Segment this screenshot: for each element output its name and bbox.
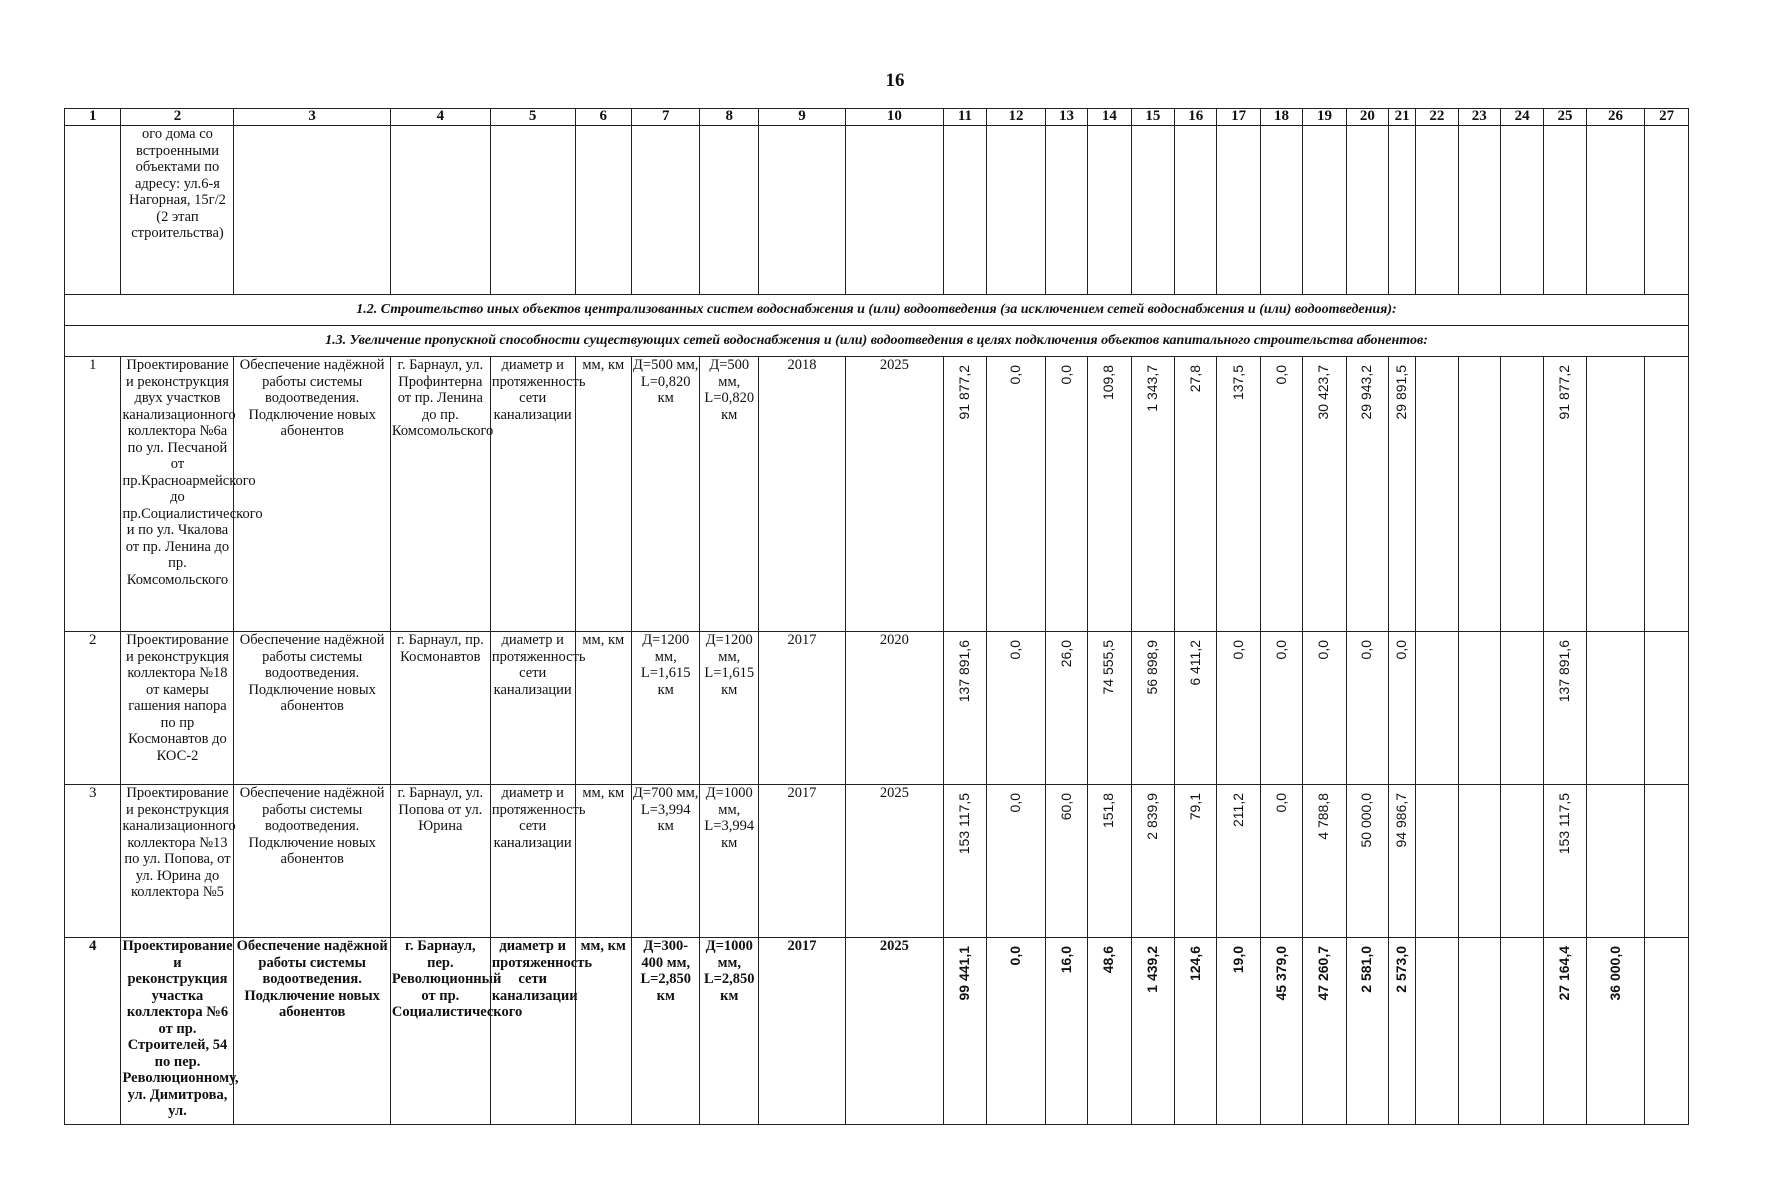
cost-value-cell <box>1175 632 1217 785</box>
empty-cell <box>490 126 575 295</box>
empty-cell <box>1346 126 1388 295</box>
cost-value-cell <box>1544 632 1586 785</box>
empty-cell <box>1131 126 1174 295</box>
cost-value-cell <box>1217 785 1260 938</box>
cost-value-cell <box>1586 938 1645 1125</box>
cost-value: 27,8 <box>1186 365 1203 393</box>
cost-value: 151,8 <box>1100 793 1117 829</box>
cost-value: 27 164,4 <box>1556 946 1573 1001</box>
end-year-cell: 2025 <box>845 357 943 632</box>
purpose-cell: Обеспечение надёжной работы системы водоотведения. Подключение новых абонентов <box>234 785 390 938</box>
value-before-cell: Д=300-400 мм, L=2,850 км <box>632 938 700 1125</box>
empty-cell <box>845 126 943 295</box>
start-year-cell: 2017 <box>759 785 846 938</box>
end-year-cell: 2020 <box>845 632 943 785</box>
cost-value-cell <box>1645 357 1689 632</box>
empty-cell <box>1217 126 1260 295</box>
cost-value-cell <box>1416 785 1458 938</box>
cost-value: 0,0 <box>1315 640 1332 660</box>
cost-value-cell <box>1645 632 1689 785</box>
parameter-cell: диаметр и протяженность сети канализации <box>490 938 575 1125</box>
investment-program-table <box>64 108 1689 1125</box>
row-number-cell: 1 <box>65 357 121 632</box>
header-cell: 2 <box>121 109 234 126</box>
cost-value-cell <box>1458 632 1500 785</box>
header-cell: 19 <box>1303 109 1346 126</box>
cost-value-cell <box>1645 785 1689 938</box>
header-cell: 15 <box>1131 109 1174 126</box>
header-cell: 18 <box>1260 109 1302 126</box>
row-number-cell: 3 <box>65 785 121 938</box>
table-row <box>65 938 1689 1125</box>
cost-value-cell <box>1217 357 1260 632</box>
empty-cell <box>1416 126 1458 295</box>
value-after-cell: Д=1000 мм, L=3,994 км <box>700 785 759 938</box>
cost-value-cell <box>1500 632 1543 785</box>
cost-value: 94 986,7 <box>1393 793 1410 848</box>
empty-cell <box>759 126 846 295</box>
header-cell: 23 <box>1458 109 1500 126</box>
header-cell: 6 <box>575 109 631 126</box>
cost-value-cell <box>1346 938 1388 1125</box>
cost-value-cell <box>1346 785 1388 938</box>
cost-value-cell <box>1131 938 1174 1125</box>
cost-value-cell <box>1175 938 1217 1125</box>
empty-cell <box>1458 126 1500 295</box>
cost-value: 0,0 <box>1229 640 1246 660</box>
location-cell: г. Барнаул, пр. Космонавтов <box>390 632 490 785</box>
start-year-cell: 2017 <box>759 632 846 785</box>
cost-value-cell <box>987 632 1046 785</box>
unit-cell: мм, км <box>575 632 631 785</box>
header-cell: 1 <box>65 109 121 126</box>
cost-value: 109,8 <box>1100 365 1117 401</box>
value-before-cell: Д=700 мм, L=3,994 км <box>632 785 700 938</box>
cost-value: 124,6 <box>1186 946 1203 982</box>
cost-value-cell <box>1217 632 1260 785</box>
cost-value: 137 891,6 <box>955 640 972 703</box>
cost-value-cell <box>1346 357 1388 632</box>
empty-cell <box>1303 126 1346 295</box>
empty-cell <box>234 126 390 295</box>
cost-value: 137 891,6 <box>1556 640 1573 703</box>
cost-value-cell <box>1088 632 1131 785</box>
cost-value: 0,0 <box>1272 793 1289 813</box>
location-cell: г. Барнаул, ул. Попова от ул. Юрина <box>390 785 490 938</box>
purpose-cell: Обеспечение надёжной работы системы водоотведения. Подключение новых абонентов <box>234 357 390 632</box>
cost-value-cell <box>1500 938 1543 1125</box>
cost-value-cell <box>943 785 986 938</box>
section-heading-row <box>65 295 1689 326</box>
cost-value-cell <box>1175 357 1217 632</box>
cost-value: 30 423,7 <box>1315 365 1332 420</box>
cost-value: 211,2 <box>1229 793 1246 827</box>
object-name-cell: Проектирование и реконструкция канализационного коллектора №13 по ул. Попова, от ул. Юрина до коллектора №5 <box>121 785 234 938</box>
value-after-cell: Д=1200 мм, L=1,615 км <box>700 632 759 785</box>
start-year-cell: 2018 <box>759 357 846 632</box>
header-cell: 14 <box>1088 109 1131 126</box>
cost-value-cell <box>1544 785 1586 938</box>
cost-value: 2 573,0 <box>1393 946 1410 993</box>
cost-value-cell <box>1045 357 1087 632</box>
empty-cell <box>1500 126 1543 295</box>
cost-value: 4 788,8 <box>1315 793 1332 840</box>
empty-cell <box>1389 126 1416 295</box>
cost-value-cell <box>1416 632 1458 785</box>
cost-value: 2 581,0 <box>1358 946 1375 993</box>
cost-value-cell <box>1346 632 1388 785</box>
cost-value: 60,0 <box>1057 793 1074 821</box>
cost-value-cell <box>1175 785 1217 938</box>
cost-value-cell <box>1645 938 1689 1125</box>
cost-value-cell <box>1131 357 1174 632</box>
header-cell: 8 <box>700 109 759 126</box>
cost-value-cell <box>1458 938 1500 1125</box>
parameter-cell: диаметр и протяженность сети канализации <box>490 785 575 938</box>
cost-value: 45 379,0 <box>1272 946 1289 1001</box>
empty-cell <box>1544 126 1586 295</box>
object-name-cell: Проектирование и реконструкция двух участков канализационного коллектора №6а по ул. Песчаной от пр.Красноармейского до пр.Социалистического и по ул. Чкалова от пр. Ленина до пр. Комсомольского <box>121 357 234 632</box>
cost-value-cell <box>1389 632 1416 785</box>
empty-cell <box>1260 126 1302 295</box>
unit-cell: мм, км <box>575 938 631 1125</box>
cost-value-cell <box>1260 785 1302 938</box>
location-cell: г. Барнаул, пер. Революционный от пр. Социалистического <box>390 938 490 1125</box>
cost-value: 99 441,1 <box>955 946 972 1001</box>
table-row <box>65 632 1689 785</box>
cost-value: 47 260,7 <box>1315 946 1332 1001</box>
cost-value-cell <box>943 938 986 1125</box>
cost-value-cell <box>1303 785 1346 938</box>
value-before-cell: Д=500 мм, L=0,820 км <box>632 357 700 632</box>
section-heading-row <box>65 326 1689 357</box>
table-row <box>65 357 1689 632</box>
unit-cell: мм, км <box>575 357 631 632</box>
empty-cell <box>1045 126 1087 295</box>
empty-cell <box>390 126 490 295</box>
cost-value-cell <box>1389 357 1416 632</box>
cost-value: 91 877,2 <box>955 365 972 420</box>
header-cell: 20 <box>1346 109 1388 126</box>
cost-value: 153 117,5 <box>955 793 972 855</box>
header-cell: 12 <box>987 109 1046 126</box>
cost-value-cell <box>1500 785 1543 938</box>
empty-cell <box>1586 126 1645 295</box>
header-cell: 3 <box>234 109 390 126</box>
header-cell: 10 <box>845 109 943 126</box>
cost-value-cell <box>1303 938 1346 1125</box>
unit-cell: мм, км <box>575 785 631 938</box>
cost-value: 0,0 <box>1007 793 1024 813</box>
object-name-cell: Проектирование и реконструкция участка коллектора №6 от пр. Строителей, 54 по пер. Революционному, ул. Димитрова, ул. <box>121 938 234 1125</box>
cost-value-cell <box>987 938 1046 1125</box>
cost-value: 29 891,5 <box>1393 365 1410 420</box>
empty-cell <box>943 126 986 295</box>
cost-value-cell <box>987 357 1046 632</box>
header-cell: 21 <box>1389 109 1416 126</box>
empty-cell <box>987 126 1046 295</box>
purpose-cell: Обеспечение надёжной работы системы водоотведения. Подключение новых абонентов <box>234 938 390 1125</box>
section-heading: 1.3. Увеличение пропускной способности существующих сетей водоснабжения и (или) водоотведения в целях подключения объектов капитального строительства абонентов: <box>65 326 1689 357</box>
value-after-cell: Д=1000 мм, L=2,850 км <box>700 938 759 1125</box>
cost-value: 0,0 <box>1007 365 1024 385</box>
empty-cell <box>1175 126 1217 295</box>
cost-value: 153 117,5 <box>1556 793 1573 855</box>
cost-value: 16,0 <box>1057 946 1074 974</box>
cost-value-cell <box>1586 785 1645 938</box>
cost-value-cell <box>1586 357 1645 632</box>
empty-cell <box>1645 126 1689 295</box>
page-number: 16 <box>885 70 905 91</box>
header-cell: 9 <box>759 109 846 126</box>
cost-value-cell <box>1389 785 1416 938</box>
header-cell: 24 <box>1500 109 1543 126</box>
cost-value: 48,6 <box>1100 946 1117 974</box>
cost-value-cell <box>1303 632 1346 785</box>
location-cell: г. Барнаул, ул. Профинтерна от пр. Ленина до пр. Комсомольского <box>390 357 490 632</box>
end-year-cell: 2025 <box>845 938 943 1125</box>
end-year-cell: 2025 <box>845 785 943 938</box>
cost-value-cell <box>1416 938 1458 1125</box>
header-cell: 16 <box>1175 109 1217 126</box>
cost-value-cell <box>943 357 986 632</box>
cost-value: 0,0 <box>1393 640 1410 660</box>
parameter-cell: диаметр и протяженность сети канализации <box>490 632 575 785</box>
empty-cell <box>575 126 631 295</box>
cost-value: 91 877,2 <box>1556 365 1573 420</box>
value-after-cell: Д=500 мм, L=0,820 км <box>700 357 759 632</box>
cost-value-cell <box>1088 357 1131 632</box>
header-cell: 27 <box>1645 109 1689 126</box>
cost-value: 137,5 <box>1229 365 1246 401</box>
cost-value-cell <box>1500 357 1543 632</box>
cost-value-cell <box>1260 938 1302 1125</box>
cost-value: 36 000,0 <box>1606 946 1623 1001</box>
cost-value-cell <box>1389 938 1416 1125</box>
object-name-cell: ого дома со встроенными объектами по адресу: ул.6-я Нагорная, 15г/2 (2 этап строительства) <box>121 126 234 295</box>
cost-value: 74 555,5 <box>1100 640 1117 695</box>
empty-cell <box>1088 126 1131 295</box>
cost-value-cell <box>1544 357 1586 632</box>
parameter-cell: диаметр и протяженность сети канализации <box>490 357 575 632</box>
cost-value: 29 943,2 <box>1358 365 1375 420</box>
cost-value: 0,0 <box>1007 946 1024 966</box>
header-cell: 22 <box>1416 109 1458 126</box>
row-number-cell: 2 <box>65 632 121 785</box>
section-heading: 1.2. Строительство иных объектов централизованных систем водоснабжения и (или) водоотведения (за исключением сетей водоснабжения и (или) водоотведения): <box>65 295 1689 326</box>
row-number-cell: 4 <box>65 938 121 1125</box>
cost-value-cell <box>1260 357 1302 632</box>
cost-value-cell <box>1458 357 1500 632</box>
cost-value-cell <box>1045 938 1087 1125</box>
continuation-row <box>65 126 1689 295</box>
cost-value: 26,0 <box>1057 640 1074 668</box>
header-cell: 26 <box>1586 109 1645 126</box>
cost-value: 2 839,9 <box>1143 793 1160 840</box>
header-cell: 17 <box>1217 109 1260 126</box>
empty-cell <box>65 126 121 295</box>
header-cell: 4 <box>390 109 490 126</box>
cost-value-cell <box>1260 632 1302 785</box>
cost-value: 0,0 <box>1358 640 1375 660</box>
cost-value-cell <box>1303 357 1346 632</box>
cost-value-cell <box>1088 938 1131 1125</box>
cost-value: 19,0 <box>1229 946 1246 974</box>
header-row <box>65 109 1689 126</box>
cost-value: 0,0 <box>1272 640 1289 660</box>
cost-value: 6 411,2 <box>1186 640 1203 686</box>
cost-value: 50 000,0 <box>1358 793 1375 848</box>
start-year-cell: 2017 <box>759 938 846 1125</box>
cost-value: 0,0 <box>1057 365 1074 385</box>
header-cell: 11 <box>943 109 986 126</box>
cost-value-cell <box>1544 938 1586 1125</box>
header-cell: 5 <box>490 109 575 126</box>
value-before-cell: Д=1200 мм, L=1,615 км <box>632 632 700 785</box>
cost-value: 56 898,9 <box>1143 640 1160 695</box>
object-name-cell: Проектирование и реконструкция коллектора №18 от камеры гашения напора по пр Космонавтов до КОС-2 <box>121 632 234 785</box>
cost-value-cell <box>1586 632 1645 785</box>
cost-value-cell <box>943 632 986 785</box>
cost-value-cell <box>1131 785 1174 938</box>
header-cell: 7 <box>632 109 700 126</box>
cost-value: 1 343,7 <box>1143 365 1160 412</box>
cost-value: 1 439,2 <box>1143 946 1160 993</box>
purpose-cell: Обеспечение надёжной работы системы водоотведения. Подключение новых абонентов <box>234 632 390 785</box>
cost-value: 0,0 <box>1007 640 1024 660</box>
cost-value-cell <box>1416 357 1458 632</box>
header-cell: 13 <box>1045 109 1087 126</box>
empty-cell <box>700 126 759 295</box>
cost-value-cell <box>1088 785 1131 938</box>
cost-value-cell <box>1458 785 1500 938</box>
cost-value: 79,1 <box>1186 793 1203 821</box>
cost-value: 0,0 <box>1272 365 1289 385</box>
cost-value-cell <box>1045 785 1087 938</box>
table-row <box>65 785 1689 938</box>
header-cell: 25 <box>1544 109 1586 126</box>
empty-cell <box>632 126 700 295</box>
cost-value-cell <box>1045 632 1087 785</box>
cost-value-cell <box>1131 632 1174 785</box>
cost-value-cell <box>987 785 1046 938</box>
cost-value-cell <box>1217 938 1260 1125</box>
